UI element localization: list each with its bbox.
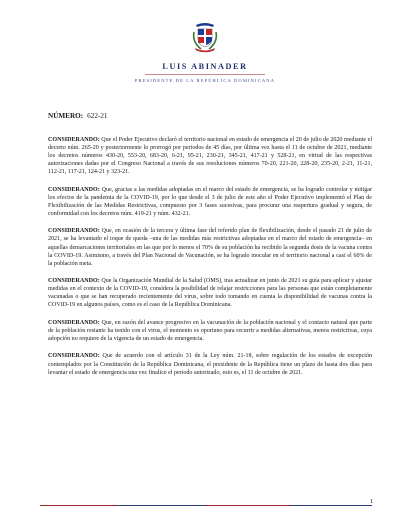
paragraph-keyword: CONSIDERANDO: [48, 228, 100, 235]
header-divider [145, 74, 265, 75]
paragraph-keyword: CONSIDERANDO: [48, 137, 100, 143]
decree-number-label: NÚMERO: [48, 112, 84, 120]
paragraph-text: Que la Organización Mundial de la Salud (OMS), tras actualizar en junio de 2021 su guía para aplicar y ajustar medidas en el contexto de la COVID-19, considera la posibilidad de relajar restricciones para las personas que están completamente vacunadas o que se han recuperado recientemente del virus, sobre todo tomando en cuenta la disponibilidad de vacunas contra la COVID-19 en algunos países, como es el caso de la República Dominicana. [48, 278, 372, 309]
paragraph-text: Que de acuerdo con el artículo 31 de la Ley núm. 21-18, sobre regulación de los estados de excepción contemplados por la Constitución de la República Dominicana, el presidente de la República tiene un plazo de hasta dos días para levantar el estado de emergencia una vez finalice el periodo autorizado, esto es, el 11 de octubre de 2021. [48, 353, 372, 376]
page-number: 1 [370, 498, 374, 505]
considerando-paragraph [48, 319, 372, 343]
paragraph-keyword: CONSIDERANDO: [48, 319, 100, 326]
footer-divider-blue-left [118, 505, 206, 506]
president-name: LUIS ABINADER [162, 62, 248, 71]
paragraph-text: Que, gracias a las medidas adoptadas en el marco del estado de emergencia, se ha logrado controlar y mitigar los efectos de la pandemia de la COVID-19, por lo que desde el 3 de julio de este año el Poder Ejecutivo implementó el Plan de Flexibilización de las Medidas Restrictivas, compuesto por 3 fases sucesivas, para procurar una reapertura gradual y segura, de conformidad con los decretos núm. 419-21 y núm. 432-21. [48, 186, 372, 217]
paragraph-keyword: CONSIDERANDO: [48, 353, 100, 360]
president-title: PRESIDENTE DE LA REPÚBLICA DOMINICANA [134, 78, 276, 83]
coat-of-arms-icon [187, 18, 223, 54]
considerando-paragraph [48, 352, 372, 376]
decree-number [48, 112, 108, 120]
footer-divider-blue-right [290, 505, 372, 506]
considerando-paragraph [48, 136, 372, 176]
paragraph-text: Que, en razón del avance progresivo en la vacunación de la población nacional y el contacto natural que parte de la población restante ha tenido con el virus, el momento es oportuno para recurrir a medidas alternativas, menos restrictivas, cuya adopción no requiere de la vigencia de un estado de emergencia. [48, 319, 372, 342]
considerando-paragraph [48, 277, 372, 309]
footer-divider-red-right [206, 505, 290, 506]
considerando-paragraph [48, 186, 372, 218]
decree-number-value: 622-21 [87, 112, 108, 120]
paragraph-keyword: CONSIDERANDO: [48, 186, 100, 193]
paragraph-keyword: CONSIDERANDO: [48, 278, 100, 285]
paragraph-text: Que, en ocasión de la tercera y última fase del referido plan de flexibilización, desde el pasado 21 de julio de 2021, se ha levantado el toque de queda –una de las medidas más restrictivas adoptadas en el marco del estado de emergencia– en aquellas demarcaciones territoriales en las que por lo menos el 70% de su población ha recibido la segunda dosis de la vacuna contra la COVID-19. Asimismo, a través del Plan Nacional de Vacunación, se ha logrado inocular en el territorio nacional a casi el 60% de la población meta. [48, 228, 372, 267]
considerando-paragraph [48, 227, 372, 267]
paragraph-text: Que el Poder Ejecutivo declaró el territorio nacional en estado de emergencia el 20 de julio de 2020 mediante el decreto núm. 265-20 y posteriormente lo prorrogó por periodos de 45 días, por última vez hasta el 11 de octubre de 2021, mediante los decretos números 430-20, 553-20, 683-20, 6-21, 95-21, 230-21, 345-21, 417-21 y 528-21, en virtud de las respectivas autorizaciones dadas por el Congreso Nacional a través de sus resoluciones números 70-20, 221-20, 228-20, 235-20, 2-21, 11-21, 112-21, 117-21, 124-21 y 323-21. [48, 137, 372, 176]
footer-divider-red-left [40, 505, 118, 506]
document-body [48, 136, 372, 386]
